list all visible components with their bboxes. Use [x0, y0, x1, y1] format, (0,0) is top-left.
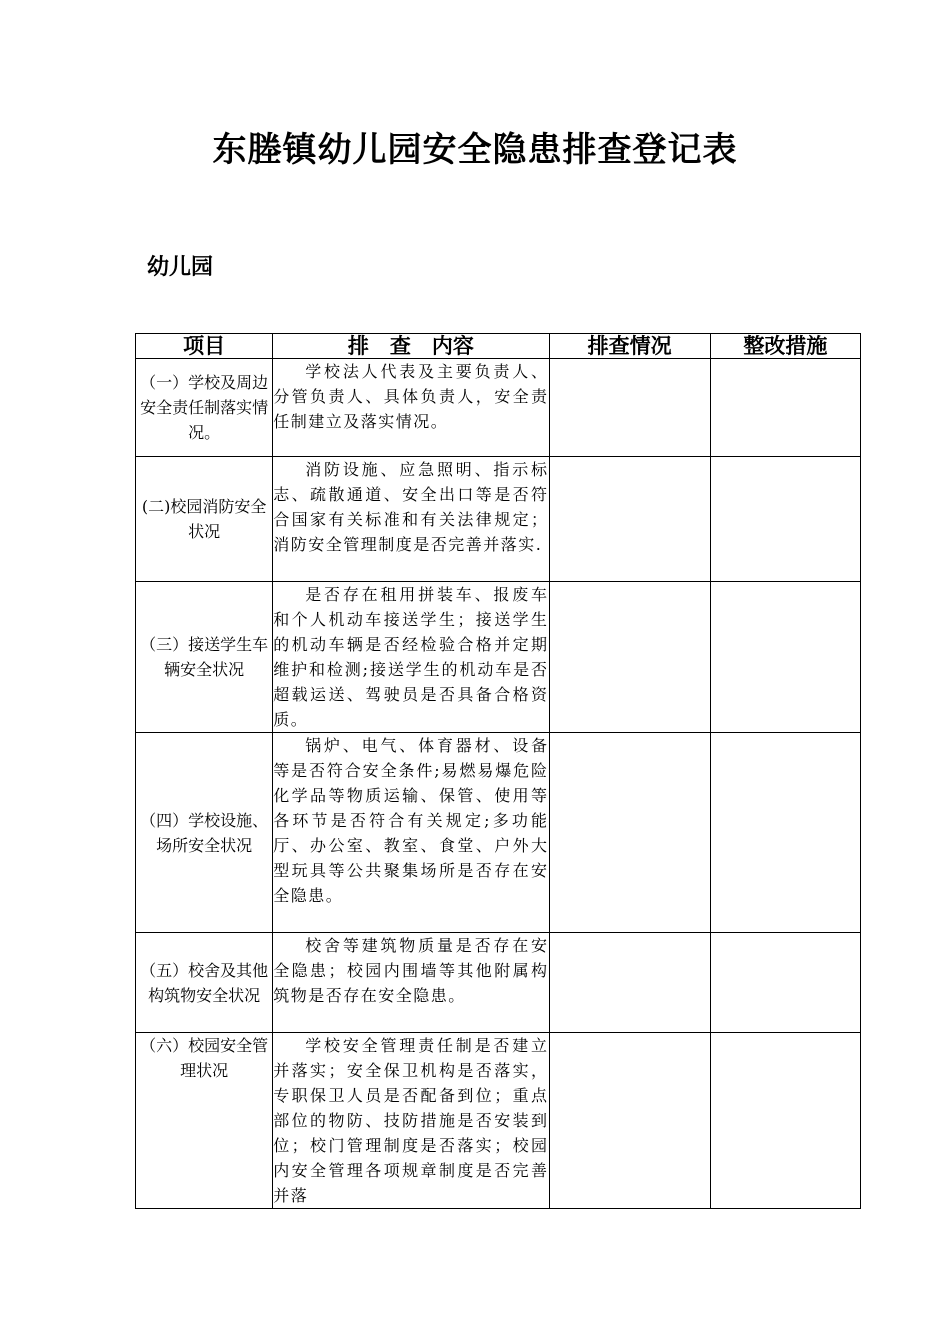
row-measures[interactable]	[710, 1033, 860, 1209]
row-measures[interactable]	[710, 457, 860, 582]
page-title: 东塍镇幼儿园安全隐患排查登记表	[212, 130, 738, 170]
unit-label: 幼儿园	[147, 254, 214, 280]
header-status: 排查情况	[549, 334, 710, 359]
header-measures: 整改措施	[710, 334, 860, 359]
row-item: （四）学校设施、场所安全状况	[136, 733, 273, 933]
header-content: 排 查 内容	[273, 334, 549, 359]
table-header-row	[136, 334, 861, 359]
row-measures[interactable]	[710, 733, 860, 933]
row-item: (二)校园消防安全状况	[136, 457, 273, 582]
row-item: （五）校舍及其他构筑物安全状况	[136, 933, 273, 1033]
row-status[interactable]	[549, 1033, 710, 1209]
row-status[interactable]	[549, 457, 710, 582]
table-row	[136, 933, 861, 1033]
row-measures[interactable]	[710, 933, 860, 1033]
table-row	[136, 1033, 861, 1209]
row-content: 消防设施、应急照明、指示标志、疏散通道、安全出口等是否符合国家有关标准和有关法律规定；消防安全管理制度是否完善并落实.	[273, 457, 549, 582]
inspection-table	[135, 333, 861, 1209]
row-item: （六）校园安全管理状况	[136, 1033, 273, 1209]
row-measures[interactable]	[710, 359, 860, 457]
header-item: 项目	[136, 334, 273, 359]
row-status[interactable]	[549, 733, 710, 933]
table-row	[136, 582, 861, 733]
row-content: 锅炉、电气、体育器材、设备等是否符合安全条件;易燃易爆危险化学品等物质运输、保管、使用等各环节是否符合有关规定;多功能厅、办公室、教室、食堂、户外大型玩具等公共聚集场所是否存在安全隐患。	[273, 733, 549, 933]
row-status[interactable]	[549, 359, 710, 457]
row-content: 是否存在租用拼装车、报废车和个人机动车接送学生；接送学生的机动车辆是否经检验合格并定期维护和检测;接送学生的机动车是否超载运送、驾驶员是否具备合格资质。	[273, 582, 549, 733]
row-status[interactable]	[549, 933, 710, 1033]
row-content: 校舍等建筑物质量是否存在安全隐患；校园内围墙等其他附属构筑物是否存在安全隐患。	[273, 933, 549, 1033]
row-content: 学校安全管理责任制是否建立并落实；安全保卫机构是否落实，专职保卫人员是否配备到位；重点部位的物防、技防措施是否安装到位；校门管理制度是否落实；校园内安全管理各项规章制度是否完善并落	[273, 1033, 549, 1209]
row-measures[interactable]	[710, 582, 860, 733]
table-row	[136, 359, 861, 457]
row-item: （一）学校及周边安全责任制落实情况。	[136, 359, 273, 457]
table-row	[136, 733, 861, 933]
row-item: （三）接送学生车辆安全状况	[136, 582, 273, 733]
row-content: 学校法人代表及主要负责人、分管负责人、具体负责人，安全责任制建立及落实情况。	[273, 359, 549, 457]
table-row	[136, 457, 861, 582]
row-status[interactable]	[549, 582, 710, 733]
